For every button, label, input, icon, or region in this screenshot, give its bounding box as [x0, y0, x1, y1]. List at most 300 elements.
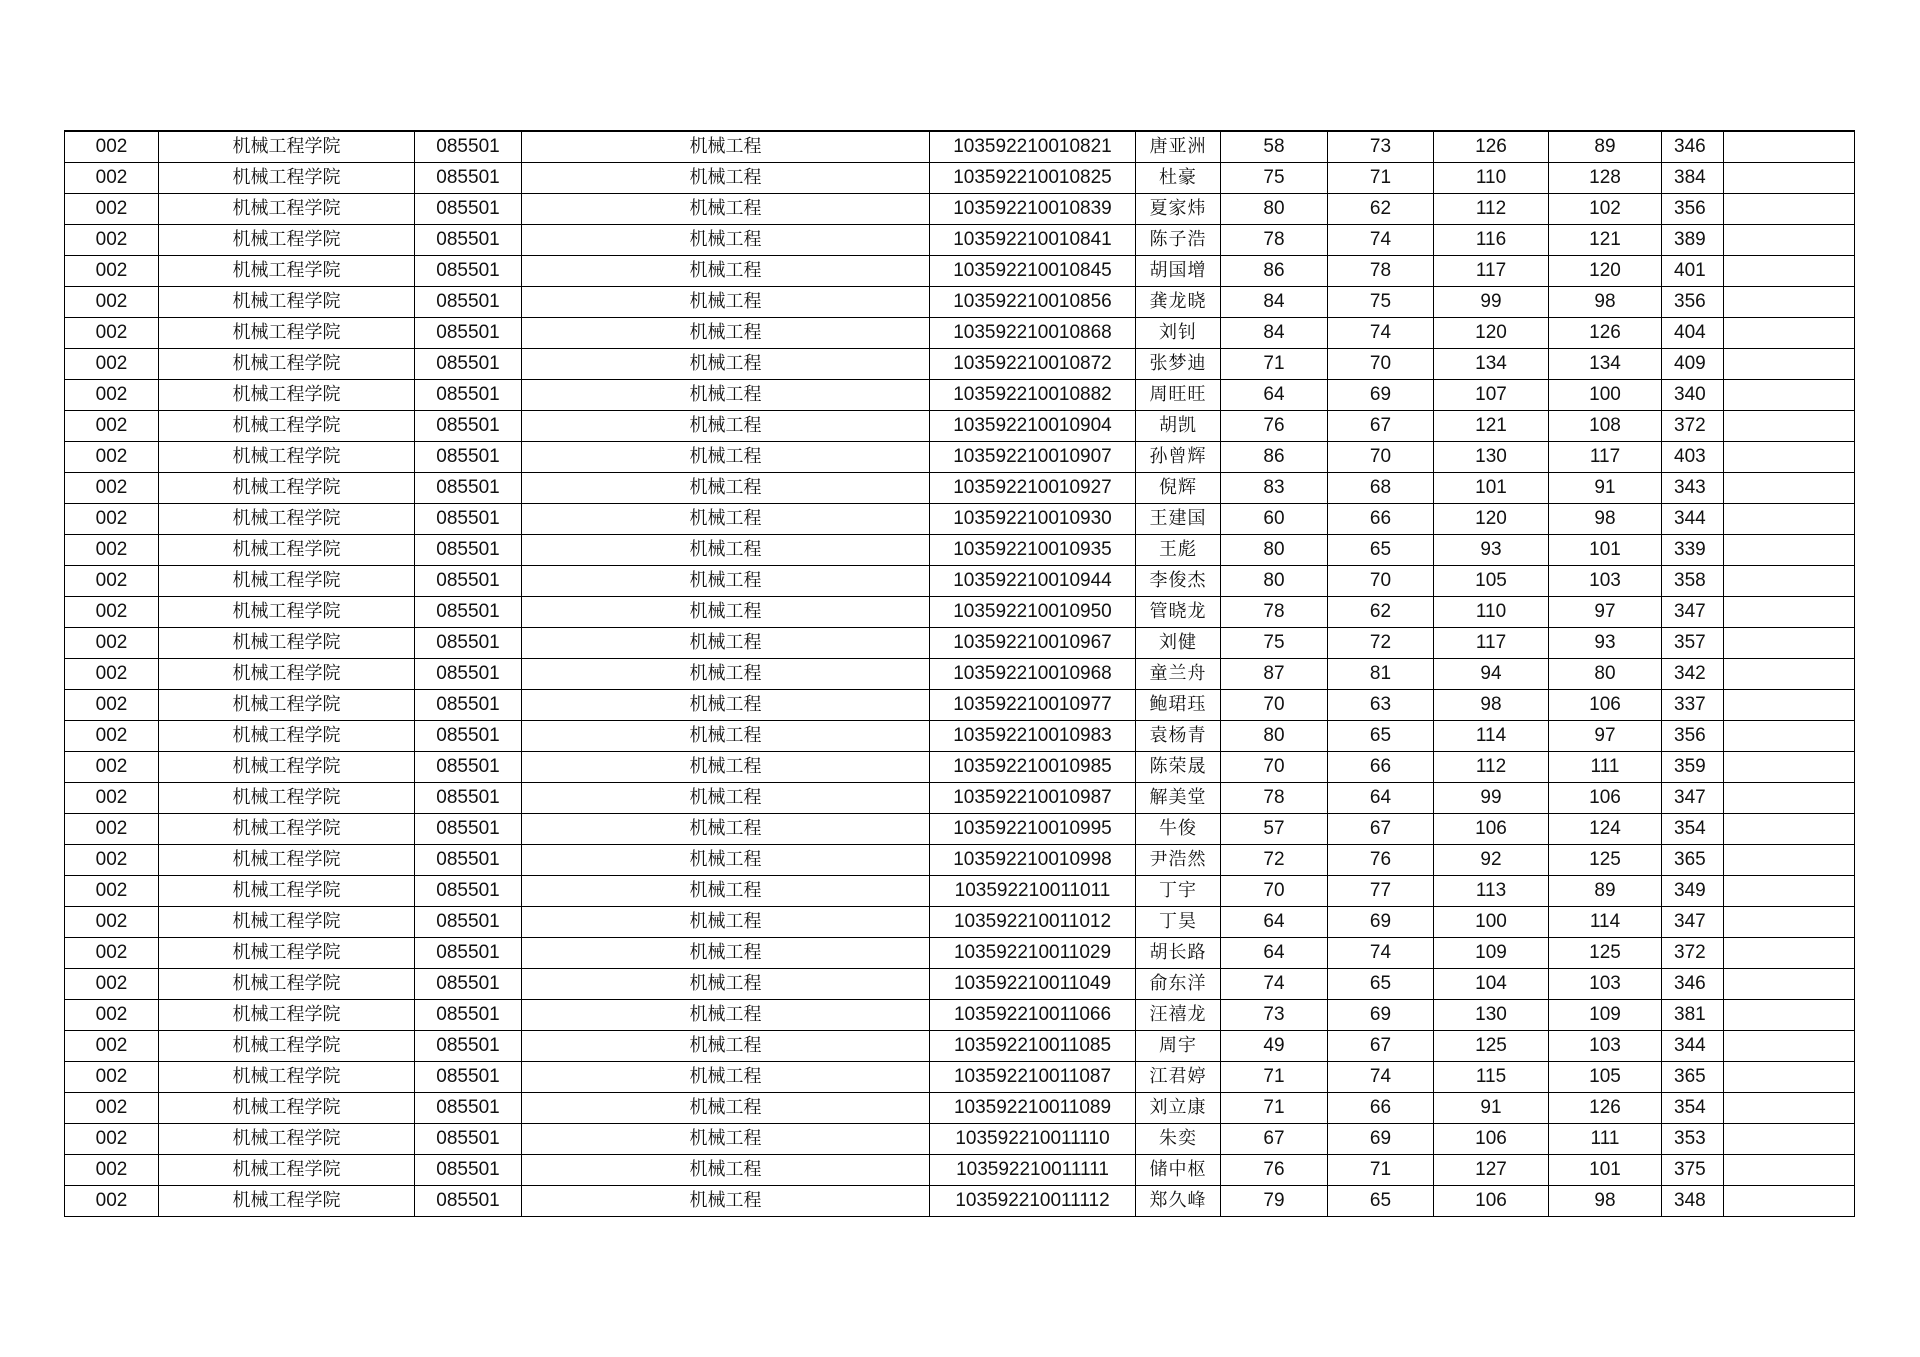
- major-code-cell: 085501: [415, 876, 522, 907]
- college-cell: 机械工程学院: [159, 442, 415, 473]
- table-row: [65, 752, 1855, 783]
- candidate-id-cell: 103592210010930: [930, 504, 1136, 535]
- score-english-cell: 69: [1328, 1124, 1434, 1155]
- total-score-cell: 384: [1662, 163, 1724, 194]
- score-english-cell: 63: [1328, 690, 1434, 721]
- candidate-id-cell: 103592210010950: [930, 597, 1136, 628]
- college-cell: 机械工程学院: [159, 566, 415, 597]
- total-score-cell: 356: [1662, 287, 1724, 318]
- score-english-cell: 68: [1328, 473, 1434, 504]
- major-code-cell: 085501: [415, 535, 522, 566]
- remark-cell: [1724, 721, 1855, 752]
- score-english-cell: 69: [1328, 907, 1434, 938]
- remark-cell: [1724, 225, 1855, 256]
- college-cell: 机械工程学院: [159, 814, 415, 845]
- score-subject2-cell: 89: [1549, 131, 1662, 163]
- name-cell: 江君婷: [1136, 1062, 1221, 1093]
- college-cell: 机械工程学院: [159, 411, 415, 442]
- major-code-cell: 085501: [415, 473, 522, 504]
- remark-cell: [1724, 535, 1855, 566]
- score-politics-cell: 75: [1221, 163, 1328, 194]
- candidate-id-cell: 103592210011112: [930, 1186, 1136, 1217]
- score-english-cell: 62: [1328, 194, 1434, 225]
- major-code-cell: 085501: [415, 1093, 522, 1124]
- remark-cell: [1724, 504, 1855, 535]
- major-code-cell: 085501: [415, 566, 522, 597]
- score-politics-cell: 80: [1221, 535, 1328, 566]
- major-code-cell: 085501: [415, 225, 522, 256]
- unit-code-cell: 002: [65, 969, 159, 1000]
- score-subject1-cell: 120: [1434, 318, 1549, 349]
- college-cell: 机械工程学院: [159, 194, 415, 225]
- candidate-id-cell: 103592210010821: [930, 131, 1136, 163]
- name-cell: 刘健: [1136, 628, 1221, 659]
- unit-code-cell: 002: [65, 318, 159, 349]
- score-english-cell: 74: [1328, 938, 1434, 969]
- remark-cell: [1724, 194, 1855, 225]
- college-cell: 机械工程学院: [159, 659, 415, 690]
- score-subject1-cell: 98: [1434, 690, 1549, 721]
- score-politics-cell: 84: [1221, 318, 1328, 349]
- score-subject2-cell: 91: [1549, 473, 1662, 504]
- score-subject1-cell: 114: [1434, 721, 1549, 752]
- remark-cell: [1724, 1031, 1855, 1062]
- remark-cell: [1724, 473, 1855, 504]
- remark-cell: [1724, 287, 1855, 318]
- major-name-cell: 机械工程: [522, 131, 930, 163]
- score-politics-cell: 64: [1221, 907, 1328, 938]
- major-name-cell: 机械工程: [522, 535, 930, 566]
- college-cell: 机械工程学院: [159, 256, 415, 287]
- name-cell: 俞东洋: [1136, 969, 1221, 1000]
- remark-cell: [1724, 597, 1855, 628]
- remark-cell: [1724, 1062, 1855, 1093]
- remark-cell: [1724, 1155, 1855, 1186]
- score-english-cell: 64: [1328, 783, 1434, 814]
- major-code-cell: 085501: [415, 380, 522, 411]
- name-cell: 杜豪: [1136, 163, 1221, 194]
- college-cell: 机械工程学院: [159, 1155, 415, 1186]
- score-politics-cell: 80: [1221, 566, 1328, 597]
- remark-cell: [1724, 907, 1855, 938]
- score-subject1-cell: 121: [1434, 411, 1549, 442]
- major-name-cell: 机械工程: [522, 163, 930, 194]
- college-cell: 机械工程学院: [159, 690, 415, 721]
- score-english-cell: 72: [1328, 628, 1434, 659]
- candidate-id-cell: 103592210010904: [930, 411, 1136, 442]
- college-cell: 机械工程学院: [159, 907, 415, 938]
- score-politics-cell: 78: [1221, 783, 1328, 814]
- major-name-cell: 机械工程: [522, 907, 930, 938]
- score-subject2-cell: 101: [1549, 535, 1662, 566]
- score-subject2-cell: 111: [1549, 1124, 1662, 1155]
- score-subject1-cell: 112: [1434, 752, 1549, 783]
- score-subject1-cell: 130: [1434, 1000, 1549, 1031]
- score-subject2-cell: 125: [1549, 938, 1662, 969]
- score-english-cell: 73: [1328, 131, 1434, 163]
- total-score-cell: 359: [1662, 752, 1724, 783]
- table-body: [65, 131, 1855, 1217]
- table-row: [65, 473, 1855, 504]
- unit-code-cell: 002: [65, 876, 159, 907]
- score-politics-cell: 71: [1221, 1062, 1328, 1093]
- name-cell: 牛俊: [1136, 814, 1221, 845]
- score-subject2-cell: 121: [1549, 225, 1662, 256]
- score-subject1-cell: 106: [1434, 814, 1549, 845]
- major-name-cell: 机械工程: [522, 628, 930, 659]
- score-subject1-cell: 120: [1434, 504, 1549, 535]
- name-cell: 周旺旺: [1136, 380, 1221, 411]
- candidate-id-cell: 103592210011087: [930, 1062, 1136, 1093]
- college-cell: 机械工程学院: [159, 876, 415, 907]
- score-subject2-cell: 89: [1549, 876, 1662, 907]
- college-cell: 机械工程学院: [159, 1186, 415, 1217]
- score-subject2-cell: 126: [1549, 318, 1662, 349]
- score-english-cell: 66: [1328, 1093, 1434, 1124]
- unit-code-cell: 002: [65, 256, 159, 287]
- table-row: [65, 814, 1855, 845]
- college-cell: 机械工程学院: [159, 504, 415, 535]
- table-row: [65, 690, 1855, 721]
- score-subject1-cell: 126: [1434, 131, 1549, 163]
- remark-cell: [1724, 131, 1855, 163]
- major-code-cell: 085501: [415, 1124, 522, 1155]
- score-english-cell: 67: [1328, 411, 1434, 442]
- score-politics-cell: 49: [1221, 1031, 1328, 1062]
- score-subject1-cell: 116: [1434, 225, 1549, 256]
- table-row: [65, 1186, 1855, 1217]
- score-english-cell: 71: [1328, 163, 1434, 194]
- remark-cell: [1724, 318, 1855, 349]
- score-subject1-cell: 117: [1434, 628, 1549, 659]
- name-cell: 王彪: [1136, 535, 1221, 566]
- college-cell: 机械工程学院: [159, 225, 415, 256]
- major-name-cell: 机械工程: [522, 659, 930, 690]
- unit-code-cell: 002: [65, 194, 159, 225]
- candidate-id-cell: 103592210011089: [930, 1093, 1136, 1124]
- score-politics-cell: 74: [1221, 969, 1328, 1000]
- score-subject2-cell: 102: [1549, 194, 1662, 225]
- major-name-cell: 机械工程: [522, 349, 930, 380]
- name-cell: 尹浩然: [1136, 845, 1221, 876]
- remark-cell: [1724, 566, 1855, 597]
- college-cell: 机械工程学院: [159, 163, 415, 194]
- unit-code-cell: 002: [65, 783, 159, 814]
- remark-cell: [1724, 783, 1855, 814]
- name-cell: 汪禧龙: [1136, 1000, 1221, 1031]
- major-name-cell: 机械工程: [522, 783, 930, 814]
- major-code-cell: 085501: [415, 1000, 522, 1031]
- major-code-cell: 085501: [415, 256, 522, 287]
- score-politics-cell: 84: [1221, 287, 1328, 318]
- table-row: [65, 969, 1855, 1000]
- candidate-id-cell: 103592210011011: [930, 876, 1136, 907]
- unit-code-cell: 002: [65, 411, 159, 442]
- table-row: [65, 1000, 1855, 1031]
- major-name-cell: 机械工程: [522, 1062, 930, 1093]
- name-cell: 刘立康: [1136, 1093, 1221, 1124]
- name-cell: 刘钊: [1136, 318, 1221, 349]
- remark-cell: [1724, 814, 1855, 845]
- total-score-cell: 356: [1662, 194, 1724, 225]
- score-english-cell: 70: [1328, 442, 1434, 473]
- unit-code-cell: 002: [65, 845, 159, 876]
- unit-code-cell: 002: [65, 659, 159, 690]
- candidate-id-cell: 103592210010944: [930, 566, 1136, 597]
- major-code-cell: 085501: [415, 659, 522, 690]
- score-subject2-cell: 111: [1549, 752, 1662, 783]
- unit-code-cell: 002: [65, 1093, 159, 1124]
- unit-code-cell: 002: [65, 287, 159, 318]
- total-score-cell: 372: [1662, 938, 1724, 969]
- major-code-cell: 085501: [415, 597, 522, 628]
- name-cell: 孙曾辉: [1136, 442, 1221, 473]
- score-politics-cell: 60: [1221, 504, 1328, 535]
- score-english-cell: 78: [1328, 256, 1434, 287]
- score-politics-cell: 79: [1221, 1186, 1328, 1217]
- unit-code-cell: 002: [65, 225, 159, 256]
- major-name-cell: 机械工程: [522, 442, 930, 473]
- score-subject1-cell: 117: [1434, 256, 1549, 287]
- score-politics-cell: 76: [1221, 1155, 1328, 1186]
- major-name-cell: 机械工程: [522, 287, 930, 318]
- score-english-cell: 65: [1328, 721, 1434, 752]
- college-cell: 机械工程学院: [159, 752, 415, 783]
- unit-code-cell: 002: [65, 163, 159, 194]
- remark-cell: [1724, 1093, 1855, 1124]
- unit-code-cell: 002: [65, 597, 159, 628]
- remark-cell: [1724, 411, 1855, 442]
- table-row: [65, 1031, 1855, 1062]
- unit-code-cell: 002: [65, 442, 159, 473]
- score-subject2-cell: 103: [1549, 969, 1662, 1000]
- unit-code-cell: 002: [65, 690, 159, 721]
- candidate-id-cell: 103592210011111: [930, 1155, 1136, 1186]
- name-cell: 丁宇: [1136, 876, 1221, 907]
- name-cell: 陈荣晟: [1136, 752, 1221, 783]
- college-cell: 机械工程学院: [159, 131, 415, 163]
- candidate-id-cell: 103592210010987: [930, 783, 1136, 814]
- total-score-cell: 409: [1662, 349, 1724, 380]
- total-score-cell: 343: [1662, 473, 1724, 504]
- remark-cell: [1724, 628, 1855, 659]
- name-cell: 倪辉: [1136, 473, 1221, 504]
- major-code-cell: 085501: [415, 938, 522, 969]
- major-code-cell: 085501: [415, 1062, 522, 1093]
- score-subject2-cell: 114: [1549, 907, 1662, 938]
- remark-cell: [1724, 163, 1855, 194]
- name-cell: 龚龙晓: [1136, 287, 1221, 318]
- score-english-cell: 69: [1328, 380, 1434, 411]
- score-subject1-cell: 130: [1434, 442, 1549, 473]
- table-row: [65, 163, 1855, 194]
- college-cell: 机械工程学院: [159, 349, 415, 380]
- unit-code-cell: 002: [65, 566, 159, 597]
- unit-code-cell: 002: [65, 1155, 159, 1186]
- major-name-cell: 机械工程: [522, 876, 930, 907]
- candidate-id-cell: 103592210010977: [930, 690, 1136, 721]
- remark-cell: [1724, 1186, 1855, 1217]
- score-subject2-cell: 103: [1549, 566, 1662, 597]
- college-cell: 机械工程学院: [159, 845, 415, 876]
- score-politics-cell: 73: [1221, 1000, 1328, 1031]
- total-score-cell: 389: [1662, 225, 1724, 256]
- major-name-cell: 机械工程: [522, 504, 930, 535]
- major-name-cell: 机械工程: [522, 1186, 930, 1217]
- table-row: [65, 597, 1855, 628]
- total-score-cell: 403: [1662, 442, 1724, 473]
- table-row: [65, 380, 1855, 411]
- major-code-cell: 085501: [415, 721, 522, 752]
- total-score-cell: 340: [1662, 380, 1724, 411]
- unit-code-cell: 002: [65, 907, 159, 938]
- score-subject2-cell: 120: [1549, 256, 1662, 287]
- total-score-cell: 358: [1662, 566, 1724, 597]
- remark-cell: [1724, 752, 1855, 783]
- candidate-id-cell: 103592210011110: [930, 1124, 1136, 1155]
- major-name-cell: 机械工程: [522, 814, 930, 845]
- major-name-cell: 机械工程: [522, 1124, 930, 1155]
- name-cell: 丁昊: [1136, 907, 1221, 938]
- score-english-cell: 70: [1328, 566, 1434, 597]
- score-subject2-cell: 101: [1549, 1155, 1662, 1186]
- table-row: [65, 659, 1855, 690]
- total-score-cell: 365: [1662, 845, 1724, 876]
- score-subject1-cell: 107: [1434, 380, 1549, 411]
- table-row: [65, 1155, 1855, 1186]
- college-cell: 机械工程学院: [159, 1093, 415, 1124]
- score-english-cell: 75: [1328, 287, 1434, 318]
- candidate-id-cell: 103592210010985: [930, 752, 1136, 783]
- major-name-cell: 机械工程: [522, 380, 930, 411]
- major-name-cell: 机械工程: [522, 845, 930, 876]
- unit-code-cell: 002: [65, 380, 159, 411]
- unit-code-cell: 002: [65, 504, 159, 535]
- score-english-cell: 67: [1328, 1031, 1434, 1062]
- name-cell: 解美堂: [1136, 783, 1221, 814]
- score-subject1-cell: 93: [1434, 535, 1549, 566]
- college-cell: 机械工程学院: [159, 318, 415, 349]
- name-cell: 童兰舟: [1136, 659, 1221, 690]
- name-cell: 李俊杰: [1136, 566, 1221, 597]
- major-code-cell: 085501: [415, 969, 522, 1000]
- score-subject2-cell: 106: [1549, 783, 1662, 814]
- score-politics-cell: 58: [1221, 131, 1328, 163]
- total-score-cell: 339: [1662, 535, 1724, 566]
- score-english-cell: 74: [1328, 1062, 1434, 1093]
- remark-cell: [1724, 938, 1855, 969]
- major-code-cell: 085501: [415, 163, 522, 194]
- unit-code-cell: 002: [65, 721, 159, 752]
- score-subject2-cell: 98: [1549, 504, 1662, 535]
- college-cell: 机械工程学院: [159, 473, 415, 504]
- unit-code-cell: 002: [65, 349, 159, 380]
- major-name-cell: 机械工程: [522, 566, 930, 597]
- score-subject1-cell: 101: [1434, 473, 1549, 504]
- name-cell: 王建国: [1136, 504, 1221, 535]
- name-cell: 鲍珺珏: [1136, 690, 1221, 721]
- candidate-id-cell: 103592210010872: [930, 349, 1136, 380]
- major-code-cell: 085501: [415, 318, 522, 349]
- candidate-id-cell: 103592210011012: [930, 907, 1136, 938]
- score-subject1-cell: 105: [1434, 566, 1549, 597]
- score-subject2-cell: 126: [1549, 1093, 1662, 1124]
- score-politics-cell: 83: [1221, 473, 1328, 504]
- major-name-cell: 机械工程: [522, 752, 930, 783]
- score-subject1-cell: 113: [1434, 876, 1549, 907]
- score-subject1-cell: 110: [1434, 163, 1549, 194]
- total-score-cell: 401: [1662, 256, 1724, 287]
- table-row: [65, 194, 1855, 225]
- candidate-id-cell: 103592210010995: [930, 814, 1136, 845]
- remark-cell: [1724, 1124, 1855, 1155]
- score-politics-cell: 86: [1221, 256, 1328, 287]
- table-row: [65, 1062, 1855, 1093]
- candidate-id-cell: 103592210010998: [930, 845, 1136, 876]
- table-row: [65, 907, 1855, 938]
- major-name-cell: 机械工程: [522, 1093, 930, 1124]
- major-name-cell: 机械工程: [522, 938, 930, 969]
- remark-cell: [1724, 1000, 1855, 1031]
- remark-cell: [1724, 659, 1855, 690]
- total-score-cell: 337: [1662, 690, 1724, 721]
- major-name-cell: 机械工程: [522, 1000, 930, 1031]
- major-name-cell: 机械工程: [522, 473, 930, 504]
- major-name-cell: 机械工程: [522, 318, 930, 349]
- major-code-cell: 085501: [415, 411, 522, 442]
- major-code-cell: 085501: [415, 752, 522, 783]
- score-subject2-cell: 128: [1549, 163, 1662, 194]
- score-english-cell: 66: [1328, 504, 1434, 535]
- score-english-cell: 65: [1328, 535, 1434, 566]
- candidate-id-cell: 103592210010856: [930, 287, 1136, 318]
- total-score-cell: 347: [1662, 783, 1724, 814]
- score-subject2-cell: 124: [1549, 814, 1662, 845]
- score-subject2-cell: 109: [1549, 1000, 1662, 1031]
- table-row: [65, 225, 1855, 256]
- total-score-cell: 342: [1662, 659, 1724, 690]
- total-score-cell: 354: [1662, 814, 1724, 845]
- score-subject1-cell: 112: [1434, 194, 1549, 225]
- major-name-cell: 机械工程: [522, 225, 930, 256]
- college-cell: 机械工程学院: [159, 1000, 415, 1031]
- college-cell: 机械工程学院: [159, 1062, 415, 1093]
- score-politics-cell: 71: [1221, 1093, 1328, 1124]
- candidate-id-cell: 103592210011049: [930, 969, 1136, 1000]
- name-cell: 管晓龙: [1136, 597, 1221, 628]
- score-politics-cell: 64: [1221, 938, 1328, 969]
- major-code-cell: 085501: [415, 783, 522, 814]
- table-row: [65, 131, 1855, 163]
- score-politics-cell: 71: [1221, 349, 1328, 380]
- major-code-cell: 085501: [415, 907, 522, 938]
- score-politics-cell: 67: [1221, 1124, 1328, 1155]
- major-code-cell: 085501: [415, 690, 522, 721]
- major-name-cell: 机械工程: [522, 1155, 930, 1186]
- score-politics-cell: 78: [1221, 225, 1328, 256]
- score-subject1-cell: 127: [1434, 1155, 1549, 1186]
- candidate-id-cell: 103592210011066: [930, 1000, 1136, 1031]
- major-name-cell: 机械工程: [522, 690, 930, 721]
- table-row: [65, 504, 1855, 535]
- table-row: [65, 442, 1855, 473]
- score-politics-cell: 70: [1221, 752, 1328, 783]
- major-name-cell: 机械工程: [522, 194, 930, 225]
- name-cell: 夏家炜: [1136, 194, 1221, 225]
- remark-cell: [1724, 349, 1855, 380]
- candidate-id-cell: 103592210010868: [930, 318, 1136, 349]
- table-row: [65, 938, 1855, 969]
